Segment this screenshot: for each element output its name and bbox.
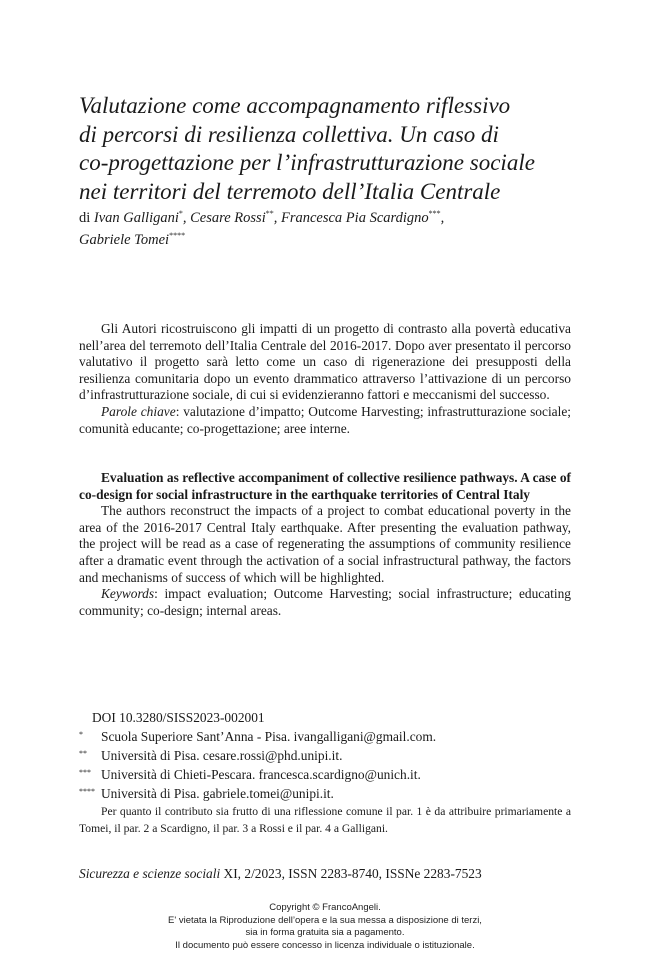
keywords-label: Keywords <box>101 586 155 602</box>
footnote <box>79 727 571 746</box>
author-separator: , <box>273 210 281 226</box>
author-list <box>79 205 579 249</box>
abstract-english <box>79 470 571 619</box>
title-line: Valutazione come accompagnamento riflessivo <box>79 93 511 118</box>
copyright-line: E' vietata la Riproduzione dell’opera e la sua messa a disposizione di terzi, <box>168 914 482 926</box>
title-line: co-progettazione per l’infrastrutturazione sociale <box>79 150 535 175</box>
footnotes <box>79 708 571 803</box>
attribution-text: Per quanto il contributo sia frutto di una riflessione comune il par. 1 è da attribuire primariamente a Tomei, il par. 2 a Scardigno, il par. 3 a Rossi e il par. 4 a Galligani. <box>79 805 571 835</box>
author-name: Francesca Pia Scardigno <box>280 210 429 226</box>
abstract-italian <box>79 321 571 437</box>
author-mark: * <box>178 209 183 218</box>
footnote-text: Università di Pisa. gabriele.tomei@unipi.it. <box>101 786 334 801</box>
title-line: di percorsi di resilienza collettiva. Un caso di <box>79 121 499 147</box>
doi: DOI 10.3280/SISS2023-002001 <box>92 710 265 725</box>
author-name: Ivan Galligani <box>93 210 179 226</box>
abstract-body: The authors reconstruct the impacts of a project to combat educational poverty in the area of the 2016-2017 Central Italy earthquake. After presenting the evaluation pathway, the project will be read as a case of regenerating the assumptions of community resilience after a dramatic event through the activation of a social infrastructural pathway, the factors and mechanisms of success of which will be highlighted. <box>79 503 571 585</box>
keywords-label: Parole chiave <box>101 403 176 419</box>
title-line: nei territori del terremoto dell’Italia Centrale <box>79 178 501 204</box>
footnote-mark: ** <box>79 749 87 758</box>
author-prefix: di <box>79 210 91 226</box>
footnote <box>79 746 571 765</box>
copyright-line: Il documento può essere concesso in licenza individuale o istituzionale. <box>175 939 475 951</box>
author-mark: *** <box>428 209 441 218</box>
journal-name: Sicurezza e scienze sociali <box>79 866 221 881</box>
abstract-body: Gli Autori ricostruiscono gli impatti di un progetto di contrasto alla povertà educativa nell’area del terremoto dell’Italia Centrale del 2016-2017. Dopo aver presentato il percorso valutativo il progetto sarà letto come un caso di rigenerazione dei presupposti della resilienza comunitaria dopo un evento drammatico attraverso l’attivazione di un percorso d’infrastrutturazione sociale, di cui si evidenzieranno fattori e meccanismi del successo. <box>79 321 571 403</box>
footnote-text: Università di Pisa. cesare.rossi@phd.unipi.it. <box>101 748 343 763</box>
copyright-line: sia in forma gratuita sia a pagamento. <box>245 927 405 939</box>
footnote <box>79 784 571 803</box>
footnote-mark: * <box>79 730 83 739</box>
keywords-text: : valutazione d’impatto; Outcome Harvesting; infrastrutturazione sociale; comunità educante; co-progettazione; aree interne. <box>79 403 571 436</box>
attribution-note <box>79 804 571 837</box>
keywords-paragraph <box>79 586 571 619</box>
author-line <box>79 205 579 227</box>
english-title: Evaluation as reflective accompaniment of collective resilience pathways. A case of co-design for social infrastructure in the earthquake territories of Central Italy <box>79 470 571 502</box>
author-name: Cesare Rossi <box>190 210 266 226</box>
author-line <box>79 227 579 249</box>
copyright-line: Copyright © FrancoAngeli. <box>269 902 381 913</box>
footnote-mark: **** <box>79 787 95 796</box>
journal-citation <box>79 865 571 883</box>
footnote-text: Scuola Superiore Sant’Anna - Pisa. ivangalligani@gmail.com. <box>101 729 437 744</box>
article-title <box>79 92 579 206</box>
author-mark: **** <box>169 231 186 240</box>
keywords-paragraph <box>79 404 571 437</box>
author-separator: , <box>182 210 191 226</box>
footnote-text: Università di Chieti-Pescara. francesca.scardigno@unich.it. <box>101 767 421 782</box>
author-separator: , <box>440 210 445 226</box>
copyright-notice <box>0 902 650 952</box>
author-name: Gabriele Tomei <box>79 232 170 248</box>
author-mark: ** <box>265 209 274 218</box>
journal-details: XI, 2/2023, ISSN 2283-8740, ISSNe 2283-7523 <box>220 866 482 881</box>
footnote-mark: *** <box>79 768 91 777</box>
footnote <box>79 765 571 784</box>
keywords-text: : impact evaluation; Outcome Harvesting; social infrastructure; educating community; co-design; internal areas. <box>79 586 571 618</box>
